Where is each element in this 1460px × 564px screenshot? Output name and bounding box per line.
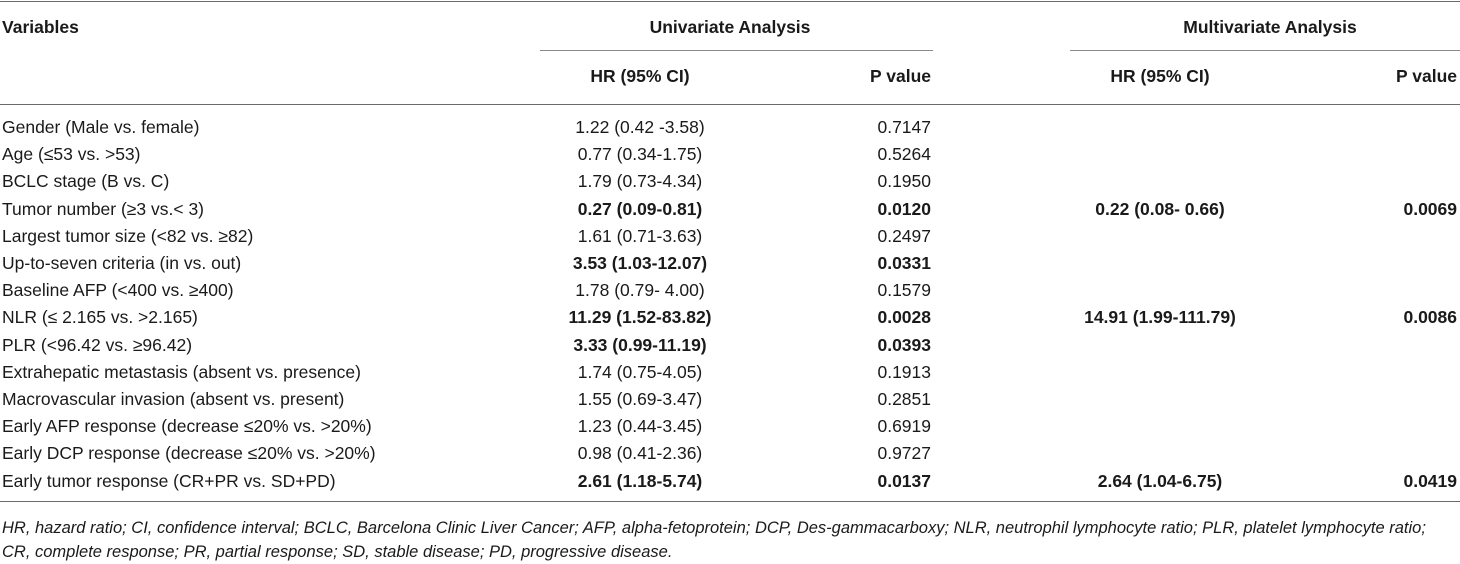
row-uni-hr: 2.61 (1.18-5.74) bbox=[577, 470, 703, 491]
row-multi-hr: 2.64 (1.04-6.75) bbox=[1097, 470, 1223, 491]
header-multi-p: P value bbox=[1396, 66, 1457, 86]
row-variable: BCLC stage (B vs. C) bbox=[2, 171, 170, 192]
header-uni-p: P value bbox=[870, 66, 931, 86]
top-rule bbox=[0, 1, 1460, 2]
row-uni-p: 0.0331 bbox=[877, 253, 931, 273]
row-variable: Tumor number (≥3 vs.< 3) bbox=[2, 198, 205, 219]
table-footnote: HR, hazard ratio; CI, confidence interval; BCLC, Barcelona Clinic Liver Cancer; AFP, alpha-fetoprotein; DCP, Des-gammacarboxy; NLR, neutrophil lymphocyte ratio; PLR, platelet lymphocyte ratio; CR, complete response; PR, partial response; SD, stable disease; PD, progressive disease. bbox=[2, 519, 1426, 561]
row-variable: NLR (≤ 2.165 vs. >2.165) bbox=[2, 307, 198, 328]
row-uni-hr: 3.33 (0.99-11.19) bbox=[573, 334, 707, 355]
header-univariate: Univariate Analysis bbox=[649, 17, 811, 37]
row-uni-hr: 1.79 (0.73-4.34) bbox=[577, 171, 703, 192]
header-multi-hr: HR (95% CI) bbox=[1110, 66, 1210, 86]
row-uni-hr: 1.78 (0.79- 4.00) bbox=[575, 280, 705, 301]
row-uni-hr: 0.27 (0.09-0.81) bbox=[577, 198, 703, 219]
row-uni-hr: 0.77 (0.34-1.75) bbox=[577, 144, 703, 165]
bottom-rule bbox=[0, 501, 1460, 502]
row-uni-p: 0.1913 bbox=[877, 361, 931, 382]
header-variables: Variables bbox=[2, 17, 79, 37]
row-uni-p: 0.1950 bbox=[877, 171, 931, 192]
row-uni-hr: 11.29 (1.52-83.82) bbox=[568, 307, 712, 328]
row-variable: Early DCP response (decrease ≤20% vs. >20%) bbox=[2, 443, 376, 464]
row-uni-p: 0.2851 bbox=[877, 389, 931, 409]
row-multi-p: 0.0419 bbox=[1403, 470, 1457, 491]
row-multi-hr: 14.91 (1.99-111.79) bbox=[1084, 307, 1236, 328]
row-multi-p: 0.0069 bbox=[1403, 198, 1457, 219]
row-multi-p: 0.0086 bbox=[1403, 307, 1457, 328]
row-uni-p: 0.0137 bbox=[877, 470, 931, 491]
row-variable: Early tumor response (CR+PR vs. SD+PD) bbox=[2, 470, 336, 491]
row-uni-hr: 1.61 (0.71-3.63) bbox=[577, 225, 703, 246]
row-uni-hr: 1.74 (0.75-4.05) bbox=[577, 361, 703, 382]
row-uni-hr: 1.55 (0.69-3.47) bbox=[577, 389, 703, 409]
row-variable: Baseline AFP (<400 vs. ≥400) bbox=[2, 280, 234, 301]
row-uni-p: 0.0393 bbox=[877, 334, 931, 355]
row-variable: PLR (<96.42 vs. ≥96.42) bbox=[2, 334, 193, 355]
row-variable: Extrahepatic metastasis (absent vs. presence) bbox=[2, 361, 361, 382]
row-variable: Largest tumor size (<82 vs. ≥82) bbox=[2, 225, 254, 246]
row-uni-hr: 1.23 (0.44-3.45) bbox=[577, 416, 703, 437]
row-variable: Macrovascular invasion (absent vs. present) bbox=[2, 389, 345, 409]
row-uni-p: 0.9727 bbox=[877, 443, 931, 464]
row-uni-p: 0.5264 bbox=[877, 144, 931, 165]
header-uni-hr: HR (95% CI) bbox=[590, 66, 690, 86]
row-uni-p: 0.0028 bbox=[877, 307, 931, 328]
row-variable: Early AFP response (decrease ≤20% vs. >20%) bbox=[2, 416, 372, 437]
row-uni-p: 0.7147 bbox=[877, 117, 931, 137]
row-multi-hr: 0.22 (0.08- 0.66) bbox=[1095, 198, 1225, 219]
row-variable: Gender (Male vs. female) bbox=[2, 117, 200, 137]
row-uni-p: 0.6919 bbox=[877, 416, 931, 437]
row-variable: Age (≤53 vs. >53) bbox=[2, 144, 141, 165]
row-uni-p: 0.1579 bbox=[877, 280, 931, 301]
header-rule bbox=[0, 104, 1460, 105]
header-multivariate: Multivariate Analysis bbox=[1183, 17, 1357, 37]
row-variable: Up-to-seven criteria (in vs. out) bbox=[2, 253, 242, 273]
univariate-underline bbox=[540, 50, 933, 51]
row-uni-p: 0.0120 bbox=[877, 198, 931, 219]
row-uni-hr: 3.53 (1.03-12.07) bbox=[572, 253, 708, 273]
multivariate-underline bbox=[1070, 50, 1460, 51]
row-uni-hr: 0.98 (0.41-2.36) bbox=[577, 443, 703, 464]
row-uni-p: 0.2497 bbox=[877, 225, 931, 246]
row-uni-hr: 1.22 (0.42 -3.58) bbox=[575, 117, 705, 137]
